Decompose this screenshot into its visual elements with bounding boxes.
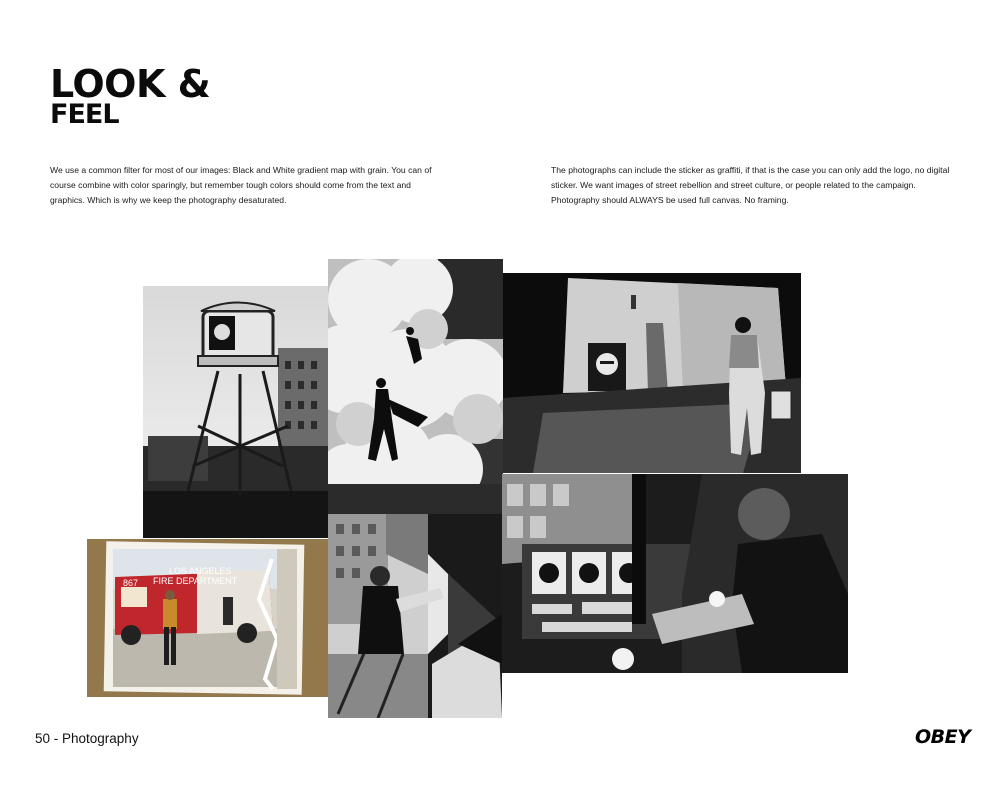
sign-line-2: FIRE DEPARTMENT	[153, 576, 238, 586]
photo-water-tower	[143, 286, 330, 538]
obey-logo: OBEY	[915, 726, 971, 748]
unit-number: 867	[123, 578, 139, 588]
photo-smoke-protest	[328, 259, 503, 514]
color-photo-graphic	[87, 539, 329, 697]
photo-street-signs	[502, 474, 848, 673]
page-number-label: 50 - Photography	[35, 731, 139, 746]
page-title-line-1: LOOK &	[50, 62, 211, 106]
sign-line-1: LOS ANGELES	[169, 566, 232, 576]
page-title	[50, 62, 211, 131]
fire-dept-sign	[145, 566, 237, 586]
intro-paragraph-left: We use a common filter for most of our images: Black and White gradient map with grain. You can of course combine with color sparingly, but remember tough colors should come from the text and graphics. Which is why we keep the photography desaturated.	[50, 165, 432, 205]
photo-mural-painter	[328, 514, 502, 718]
intro-paragraph-right: The photographs can include the sticker as graffiti, if that is the case you can only add the logo, no digital sticker. We want images of street rebellion and street culture, or people related to the campaign. Photography should ALWAYS be used full canvas. No framing.	[551, 165, 950, 205]
photo-night-wall-sticker	[503, 273, 801, 473]
page-title-line-2: FEEL	[50, 99, 119, 131]
photo-color-fire-truck	[87, 539, 329, 697]
